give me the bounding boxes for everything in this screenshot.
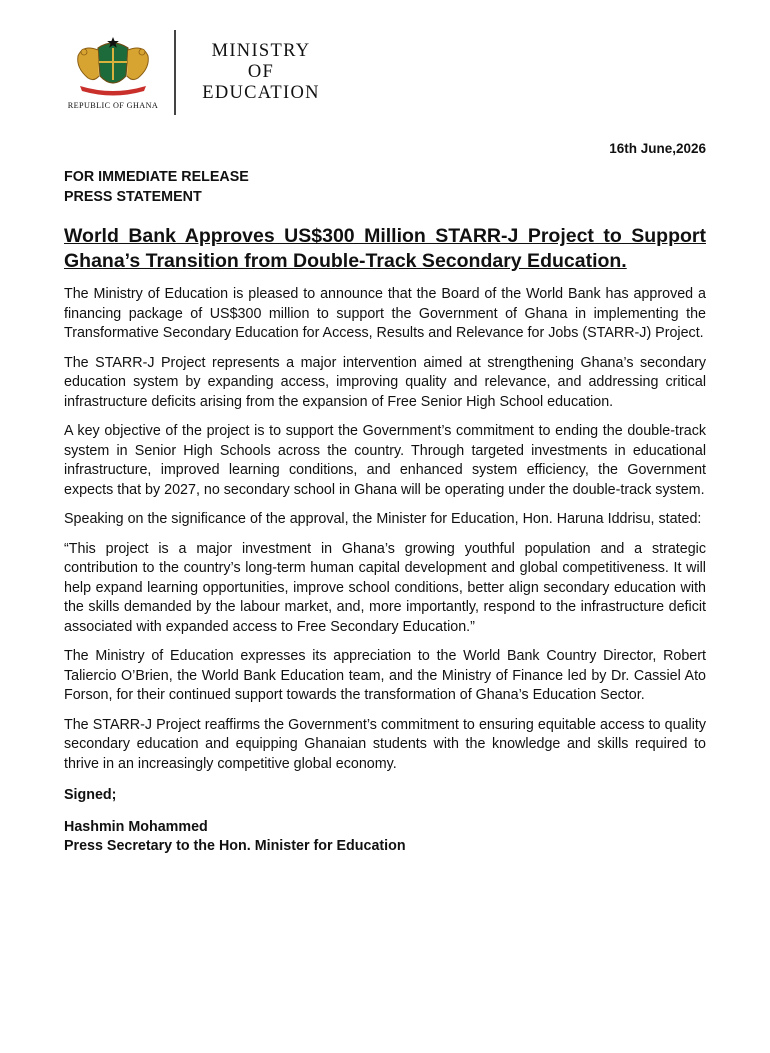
ministry-name [186, 41, 336, 104]
republic-label: REPUBLIC OF GHANA [67, 101, 159, 110]
paragraph-2: The STARR-J Project represents a major intervention aimed at strengthening Ghana’s secondary education system by expanding access, improving quality and relevance, and addressing critical infrastructure deficits arising from the expansion of Free Senior High School education. [64, 354, 706, 410]
paragraph-6: The Ministry of Education expresses its appreciation to the World Bank Country Director, Robert Taliercio O’Brien, the World Bank Education team, and the Ministry of Finance led by Dr. Cassiel Ato Forson, for their continued support towards the transformation of Ghana’s Education Sector. [64, 648, 706, 703]
paragraph-1: The Ministry of Education is pleased to announce that the Board of the World Bank has approved a financing package of US$300 million to support the Government of Ghana in implementing the Transformative Secondary Education for Access, Results and Relevance for Jobs (STARR-J) Project. [64, 286, 706, 341]
signed-label: Signed; [64, 787, 117, 803]
ministry-line-1: MINISTRY [211, 41, 311, 61]
quote-paragraph: “This project is a major investment in Ghana’s growing youthful population and a strategic contribution to the country’s long-term human capital development and global competitiveness. It will help expand learning opportunities, improve school conditions, better align secondary education with the skills demanded by the labour market, and, more importantly, respond to the infrastructure deficit associated with expanded access to Free Secondary Education.” [64, 540, 706, 635]
ministry-line-3: EDUCATION [202, 83, 320, 103]
headline: World Bank Approves US$300 Million STARR-J Project to Support Ghana’s Transition from Double-Track Secondary Education. [64, 225, 706, 272]
paragraph-4: Speaking on the significance of the approval, the Minister for Education, Hon. Haruna Iddrisu, stated: [64, 511, 702, 527]
ministry-line-2: OF [247, 62, 275, 82]
press-statement-body [64, 168, 706, 857]
letterhead-divider [174, 30, 176, 115]
statement-label: PRESS STATEMENT [64, 188, 202, 205]
paragraph-3: A key objective of the project is to support the Government’s commitment to ending the double-track system in Senior High Schools across the country. Through targeted investments in educational infrastructure, improved learning conditions, and enhanced system efficiency, the Government expects that by 2027, no secondary school in Ghana will be operating under the double-track system. [64, 423, 706, 498]
paragraph-7: The STARR-J Project reaffirms the Government’s commitment to ensuring equitable access to quality secondary education and equipping Ghanaian students with the knowledge and skills required to thrive in an increasingly competitive global economy. [64, 716, 706, 772]
signer-name: Hashmin Mohammed [64, 818, 208, 835]
release-date: 16th June,2026 [609, 141, 706, 156]
letterhead [58, 30, 358, 115]
signer-title: Press Secretary to the Hon. Minister for Education [64, 838, 406, 854]
release-label: FOR IMMEDIATE RELEASE [64, 169, 249, 185]
ghana-coat-of-arms-icon [68, 36, 158, 96]
